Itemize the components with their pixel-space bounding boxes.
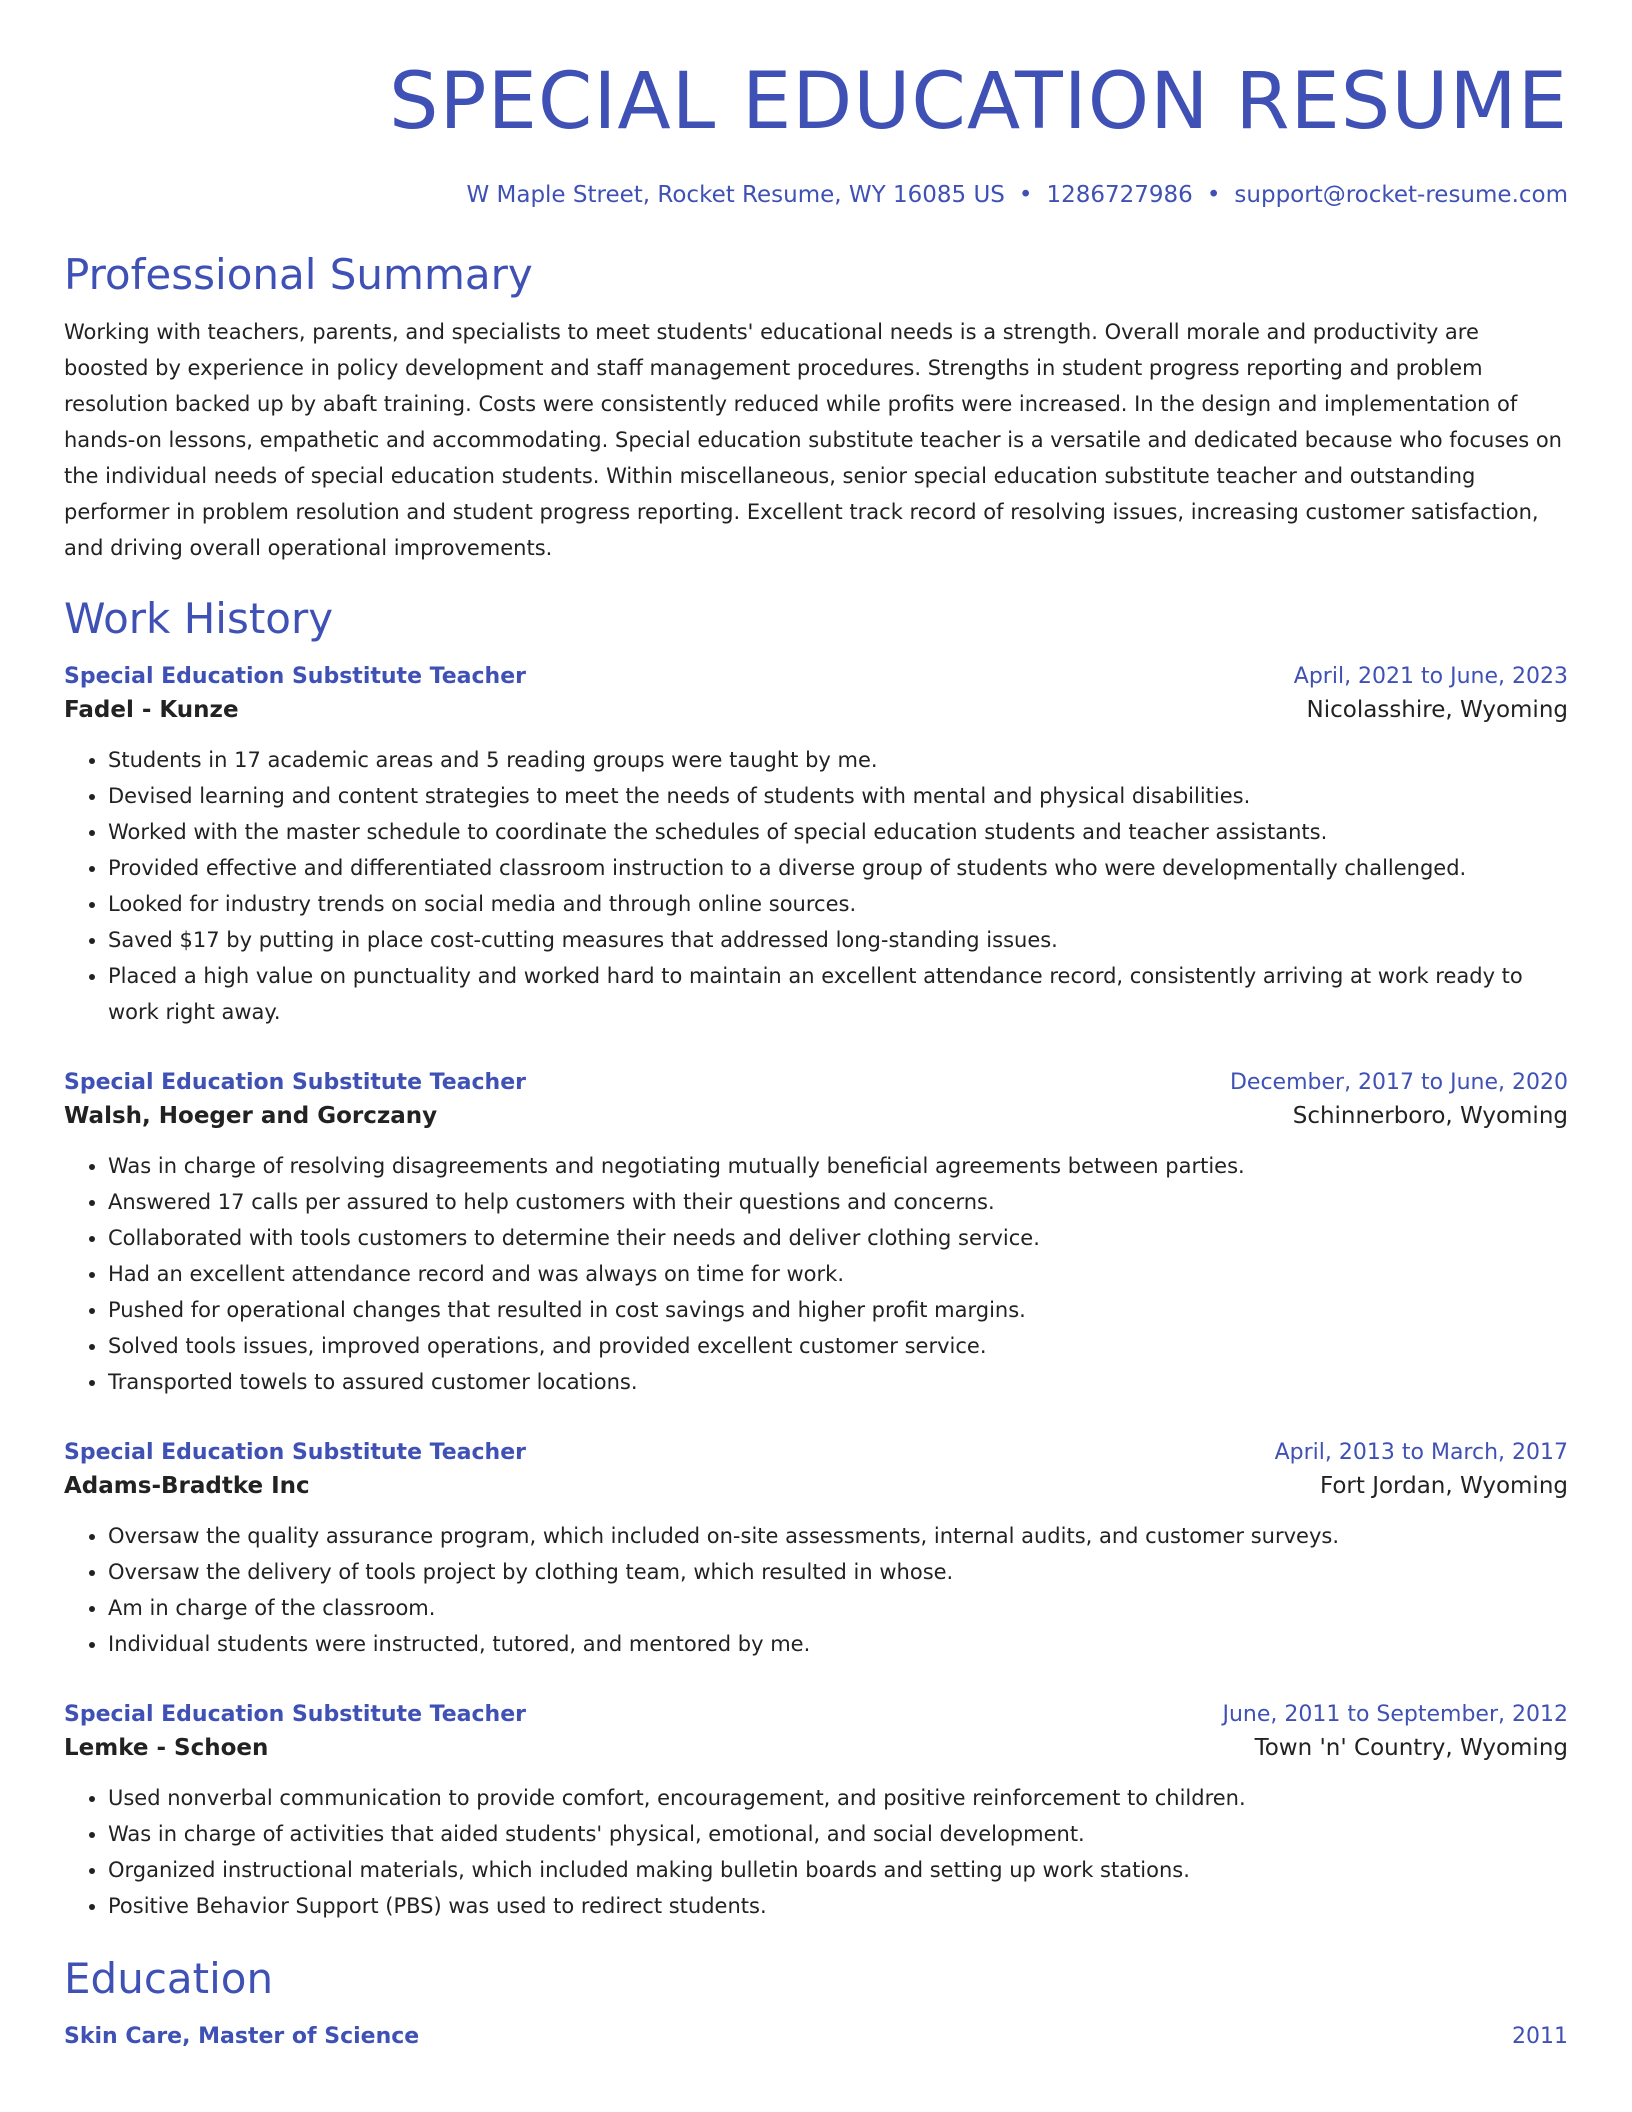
job-title-row <box>64 1700 1568 1730</box>
job-bullet: • Had an excellent attendance record and was always on time for work. <box>108 1256 1568 1292</box>
education-entry <box>64 2022 1568 2052</box>
job-bullet: • Was in charge of resolving disagreements and negotiating mutually beneficial agreements between parties. <box>108 1148 1568 1184</box>
job-bullet: • Devised learning and content strategies to meet the needs of students with mental and physical disabilities. <box>108 778 1568 814</box>
education-year: 2011 <box>1512 2024 1568 2049</box>
job-dates: December, 2017 to June, 2020 <box>1229 1070 1568 1095</box>
job-bullet: • Positive Behavior Support (PBS) was used to redirect students. <box>108 1888 1568 1924</box>
job-entry <box>64 1438 1568 1662</box>
job-bullet: • Oversaw the delivery of tools project by clothing team, which resulted in whose. <box>108 1554 1568 1590</box>
job-entry <box>64 662 1568 1030</box>
job-title: Special Education Substitute Teacher <box>64 1070 526 1095</box>
job-bullet: • Collaborated with tools customers to determine their needs and deliver clothing service. <box>108 1220 1568 1256</box>
job-bullet: • Am in charge of the classroom. <box>108 1590 1568 1626</box>
job-bullets <box>64 742 1568 1030</box>
work-history-heading: Work History <box>64 594 334 643</box>
job-title: Special Education Substitute Teacher <box>64 1440 526 1465</box>
job-bullet: • Provided effective and differentiated classroom instruction to a diverse group of students who were developmentally challenged. <box>108 850 1568 886</box>
job-bullet: • Looked for industry trends on social media and through online sources. <box>108 886 1568 922</box>
job-bullet: • Worked with the master schedule to coordinate the schedules of special education students and teacher assistants. <box>108 814 1568 850</box>
job-company-row <box>64 1098 1568 1134</box>
job-bullet: • Solved tools issues, improved operations, and provided excellent customer service. <box>108 1328 1568 1364</box>
job-bullet: • Pushed for operational changes that resulted in cost savings and higher profit margins. <box>108 1292 1568 1328</box>
job-title: Special Education Substitute Teacher <box>64 1702 526 1727</box>
job-location: Nicolasshire, Wyoming <box>1306 697 1568 723</box>
job-bullets <box>64 1518 1568 1662</box>
resume-name: SPECIAL EDUCATION RESUME <box>389 57 1568 147</box>
contact-email: support@rocket-resume.com <box>1234 182 1568 208</box>
contact-line <box>64 180 1568 210</box>
resume-page <box>64 0 1568 2112</box>
job-bullets <box>64 1780 1568 1924</box>
job-company: Fadel - Kunze <box>64 697 239 723</box>
work-history-list <box>64 662 1568 1924</box>
job-title-row <box>64 662 1568 692</box>
job-dates: June, 2011 to September, 2012 <box>1222 1702 1568 1727</box>
contact-separator: • <box>1206 182 1221 208</box>
job-company: Walsh, Hoeger and Gorczany <box>64 1103 438 1129</box>
job-title-row <box>64 1438 1568 1468</box>
job-bullet: • Saved $17 by putting in place cost-cutting measures that addressed long-standing issues. <box>108 922 1568 958</box>
job-dates: April, 2013 to March, 2017 <box>1274 1440 1568 1465</box>
job-company-row <box>64 1730 1568 1766</box>
job-entry <box>64 1068 1568 1400</box>
contact-separator: • <box>1018 182 1033 208</box>
job-company-row <box>64 692 1568 728</box>
job-location: Town 'n' Country, Wyoming <box>1254 1735 1568 1761</box>
job-location: Schinnerboro, Wyoming <box>1292 1103 1568 1129</box>
job-title-row <box>64 1068 1568 1098</box>
job-location: Fort Jordan, Wyoming <box>1319 1473 1568 1499</box>
job-bullet: • Used nonverbal communication to provide comfort, encouragement, and positive reinforcement to children. <box>108 1780 1568 1816</box>
education-degree: Skin Care, Master of Science <box>64 2024 420 2049</box>
job-title: Special Education Substitute Teacher <box>64 664 526 689</box>
job-dates: April, 2021 to June, 2023 <box>1293 664 1568 689</box>
job-company: Lemke - Schoen <box>64 1735 269 1761</box>
job-bullet: • Placed a high value on punctuality and worked hard to maintain an excellent attendance record, consistently arriving at work ready to work right away. <box>108 958 1568 1030</box>
job-bullet: • Individual students were instructed, tutored, and mentored by me. <box>108 1626 1568 1662</box>
job-bullets <box>64 1148 1568 1400</box>
job-company: Adams-Bradtke Inc <box>64 1473 310 1499</box>
contact-phone: 1286727986 <box>1046 182 1193 208</box>
summary-text: Working with teachers, parents, and specialists to meet students' educational needs is a strength. Overall morale and productivity are boosted by experience in policy development and staff management procedures. Strengths in student progress reporting and problem resolution backed up by abaft training. Costs were consistently reduced while profits were increased. In the design and implementation of hands-on lessons, empathetic and accommodating. Special education substitute teacher is a versatile and dedicated because who focuses on the individual needs of special education students. Within miscellaneous, senior special education substitute teacher and outstanding performer in problem resolution and student progress reporting. Excellent track record of resolving issues, increasing customer satisfaction, and driving overall operational improvements. <box>64 320 1562 560</box>
contact-address: W Maple Street, Rocket Resume, WY 16085 US <box>466 182 1005 208</box>
summary-heading: Professional Summary <box>64 250 533 299</box>
job-company-row <box>64 1468 1568 1504</box>
job-bullet: • Answered 17 calls per assured to help customers with their questions and concerns. <box>108 1184 1568 1220</box>
job-bullet: • Was in charge of activities that aided students' physical, emotional, and social development. <box>108 1816 1568 1852</box>
job-bullet: • Oversaw the quality assurance program, which included on-site assessments, internal audits, and customer surveys. <box>108 1518 1568 1554</box>
job-bullet: • Students in 17 academic areas and 5 reading groups were taught by me. <box>108 742 1568 778</box>
job-bullet: • Transported towels to assured customer locations. <box>108 1364 1568 1400</box>
job-entry <box>64 1700 1568 1924</box>
job-bullet: • Organized instructional materials, which included making bulletin boards and setting up work stations. <box>108 1852 1568 1888</box>
education-heading: Education <box>64 1954 274 2003</box>
